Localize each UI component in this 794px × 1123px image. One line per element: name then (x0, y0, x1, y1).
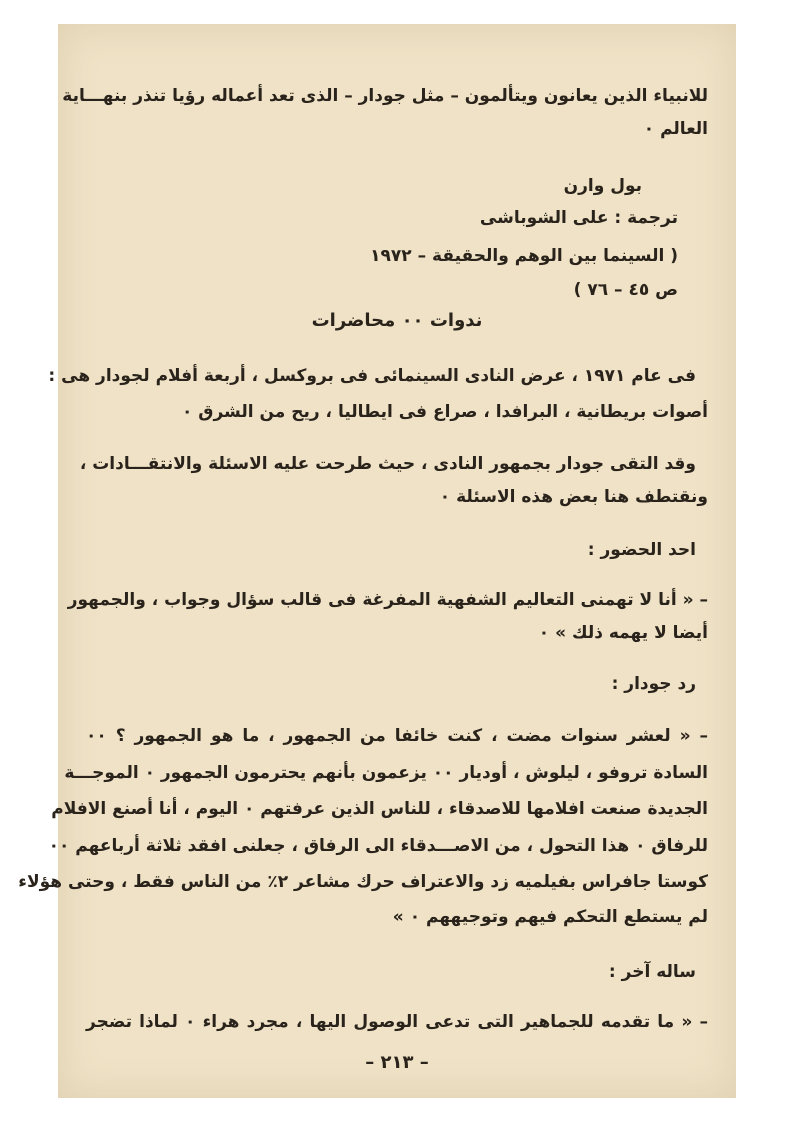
paragraph-line: وقد التقى جودار بجمهور النادى ، حيث طرحت عليه الاسئلة والانتقـــادات ، (79, 454, 696, 474)
speaker-label: ساله آخر : (608, 962, 696, 982)
paragraph-line: فى عام ١٩٧١ ، عرض النادى السينمائى فى بروكسل ، أربعة أفلام لجودار هى : (48, 366, 696, 386)
speaker-label: رد جودار : (611, 674, 696, 694)
page-body (18, 24, 736, 1098)
quote-line: – « أنا لا تهمنى التعاليم الشفهية المفرغة فى قالب سؤال وجواب ، والجمهور (67, 590, 708, 610)
paragraph-line: ونقتطف هنا بعض هذه الاسئلة ٠ (439, 487, 708, 507)
section-title: ندوات ٠٠ محاضرات (311, 310, 483, 331)
citation-source: ( السينما بين الوهم والحقيقة – ١٩٧٢ (370, 246, 678, 266)
intro-line: العالم ٠ (643, 119, 708, 139)
answer-line: كوستا جافراس بفيلميه زد والاعتراف حرك مشاعر ٢٪ من الناس فقط ، وحتى هؤلاء (18, 872, 708, 892)
answer-line: للرفاق ٠ هذا التحول ، من الاصـــدقاء الى الرفاق ، جعلنى افقد ثلاثة أرباعهم ٠٠ (48, 836, 708, 856)
answer-line: لم يستطع التحكم فيهم وتوجيههم ٠ » (392, 907, 708, 927)
answer-line: الجديدة صنعت افلامها للاصدقاء ، للناس الذين عرفتهم ٠ اليوم ، أنا أصنع الافلام (51, 799, 708, 819)
scanned-page (18, 24, 736, 1098)
speaker-label: احد الحضور : (587, 540, 696, 560)
quote-line: – « ما تقدمه للجماهير التى تدعى الوصول اليها ، مجرد هراء ٠ لماذا تضجر (86, 1012, 708, 1032)
answer-line: السادة تروفو ، ليلوش ، أوديار ٠٠ يزعمون بأنهم يحترمون الجمهور ٠ الموجـــة (64, 763, 708, 783)
intro-line: للانبياء الذين يعانون ويتألمون – مثل جودار – الذى تعد أعماله رؤيا تنذر بنهـــاية (62, 86, 708, 106)
page-number: – ٢١٣ – (365, 1052, 429, 1073)
answer-line: – « لعشر سنوات مضت ، كنت خائفا من الجمهور ، ما هو الجمهور ؟ ٠٠ (86, 726, 708, 746)
quote-line: أيضا لا يهمه ذلك » ٠ (538, 623, 708, 643)
citation-translator: ترجمة : على الشوباشى (479, 208, 678, 228)
paragraph-line: أصوات بريطانية ، البرافدا ، صراع فى ايطاليا ، ريح من الشرق ٠ (181, 402, 708, 422)
citation-pages: ص ٤٥ – ٧٦ ) (573, 280, 678, 300)
citation-author: بول وارن (563, 176, 642, 196)
